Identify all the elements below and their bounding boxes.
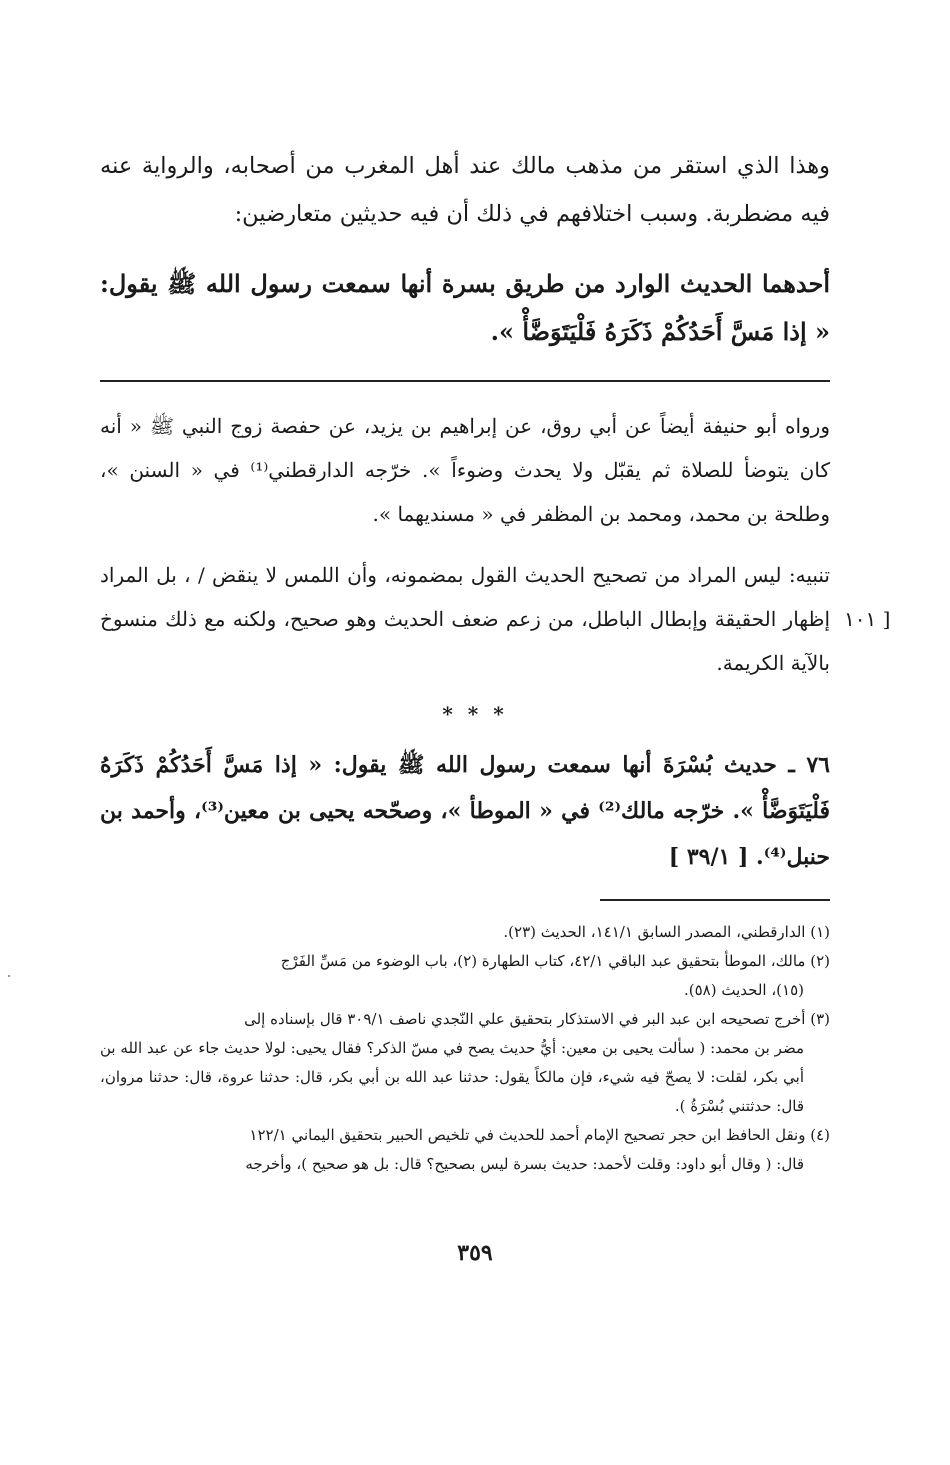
entry-76-text: ٧٦ ـ حديث بُسْرَةَ أنها سمعت رسول الله ﷺ يقول: « إذا مَسَّ أَحَدُكُمْ ذَكَرَهُ فَلْيَتَوَضَّأْ ». خرّجه مالك⁽²⁾ في « الموطأ »، وصحّحه يحيى بن معين⁽³⁾، وأحمد بن حنبل⁽⁴⁾. [ ٣٩/١ ] — [100, 752, 830, 870]
paragraph-entry-76 — [100, 742, 830, 880]
tanbih-text: تنبيه: ليس المراد من تصحيح الحديث القول بمضمونه، وأن اللمس لا ينقض / ، بل المراد إظهار الحقيقة وإبطال الباطل، من زعم ضعف الحديث وهو صحيح، ولكنه مع ذلك منسوخ بالآية الكريمة. — [100, 563, 830, 675]
page-number: ٣٥٩ — [457, 1240, 493, 1266]
footnote-4-text: (٤) ونقل الحافظ ابن حجر تصحيح الإمام أحمد للحديث في تلخيص الحبير بتحقيق اليماني ١٢٢/١ — [249, 1126, 830, 1144]
footnotes-section — [100, 918, 830, 1179]
footnote-2-continuation: (١٥)، الحديث (٥٨). — [683, 981, 804, 999]
footnote-3-text: (٣) أخرج تصحيحه ابن عبد البر في الاستذكار بتحقيق علي النّجدي ناصف ٣٠٩/١ قال بإسناده إلى — [244, 1010, 830, 1028]
paragraph-abu-hanifa — [100, 404, 830, 536]
footnote-2 — [100, 947, 830, 1005]
intro-text: وهذا الذي استقر من مذهب مالك عند أهل المغرب من أصحابه، والرواية عنه فيه مضطربة. وسبب اختلافهم في ذلك أن فيه حديثين متعارضين: — [100, 153, 830, 227]
abu-hanifa-text: ورواه أبو حنيفة أيضاً عن أبي روق، عن إبراهيم بن يزيد، عن حفصة زوج النبي ﷺ « أنه كان يتوضأ للصلاة ثم يقبّل ولا يحدث وضوءاً ». خرّجه الدارقطني⁽¹⁾ في « السنن »، وطلحة بن محمد، ومحمد بن المظفر في « مسنديهما ». — [100, 414, 830, 526]
paragraph-tanbih — [100, 553, 830, 685]
hadith-text: أحدهما الحديث الوارد من طريق بسرة أنها سمعت رسول الله ﷺ يقول: « إذا مَسَّ أَحَدُكُمْ ذَكَرَهُ فَلْيَتَوَضَّأْ ». — [100, 269, 830, 346]
marginal-page-reference: [ ١٠١ — [844, 607, 891, 631]
section-separator-stars: * * * — [442, 702, 508, 726]
paragraph-hadith-busra — [100, 260, 830, 356]
footnote-1-text: (١) الدارقطني، المصدر السابق ١٤١/١، الحديث (٢٣). — [503, 923, 830, 941]
footnote-divider — [600, 899, 830, 901]
footnote-4 — [100, 1121, 830, 1179]
section-divider — [100, 380, 830, 382]
footnote-3-continuation: مضر بن محمد: ( سألت يحيى بن معين: أيُّ حديث يصح في مسّ الذكر؟ فقال يحيى: لولا حديث جاء عن عبد الله بن أبي بكر، لقلت: لا يصحّ فيه شيء، فإن مالكاً يقول: حدثنا عبد الله بن أبي بكر، قال: حدثنا عروة، قال: حدثنا مروان، قال: حدثتني بُسْرَةُ ). — [100, 1039, 805, 1115]
scan-speck — [8, 975, 10, 977]
footnote-1 — [100, 918, 830, 947]
footnote-4-continuation: قال: ( وقال أبو داود: وقلت لأحمد: حديث بسرة ليس بصحيح؟ قال: بل هو صحيح )، وأخرجه — [245, 1155, 804, 1173]
footnote-2-text: (٢) مالك، الموطأ بتحقيق عبد الباقي ٤٢/١، كتاب الطهارة (٢)، باب الوضوء من مَسِّ الفَرْج — [280, 952, 830, 970]
paragraph-intro — [100, 142, 830, 238]
footnote-3 — [100, 1005, 830, 1121]
